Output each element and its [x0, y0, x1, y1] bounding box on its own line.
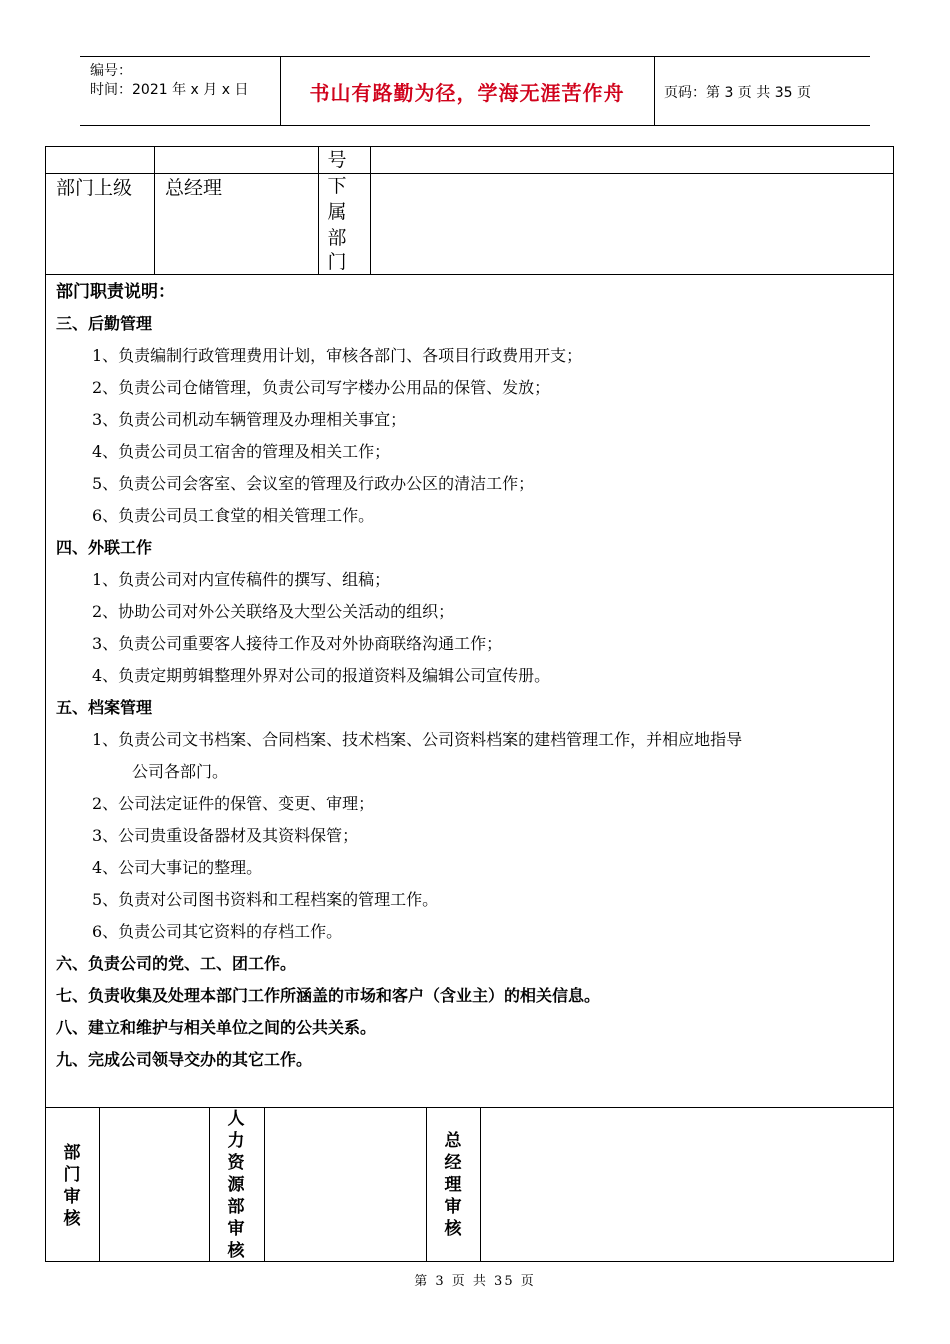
sign-char: 人 [227, 1109, 245, 1129]
header-divider [654, 57, 655, 125]
duty-item: 5、负责公司会客室、会议室的管理及行政办公区的清洁工作； [92, 474, 535, 493]
duty-item-line: 公司各部门。 [132, 762, 229, 781]
sign-char: 核 [444, 1219, 462, 1239]
sign-char: 审 [444, 1197, 462, 1217]
duty-item: 3、负责公司机动车辆管理及办理相关事宜； [92, 410, 407, 429]
duty-item: 5、负责对公司图书资料和工程档案的管理工作。 [92, 890, 439, 909]
subordinate-char: 属 [327, 201, 347, 223]
duties-section [56, 276, 886, 1076]
sign-char: 核 [63, 1209, 81, 1229]
grid-line [209, 1107, 210, 1261]
section-heading: 四、外联工作 [56, 538, 153, 557]
number-label: 编号： [90, 63, 132, 79]
header-page-info: 页码：第 3 页 共 35 页 [664, 85, 811, 101]
sign-char: 资 [227, 1153, 245, 1173]
grid-line [45, 173, 894, 174]
extra-duty: 八、建立和维护与相关单位之间的公共关系。 [56, 1018, 377, 1037]
grid-line [154, 146, 155, 275]
grid-line [318, 146, 319, 275]
sign-char: 门 [63, 1165, 81, 1185]
sign-char: 总 [444, 1131, 462, 1151]
duty-item: 6、负责公司员工食堂的相关管理工作。 [92, 506, 375, 525]
extra-duty: 六、负责公司的党、工、团工作。 [56, 954, 297, 973]
extra-duty: 九、完成公司领导交办的其它工作。 [56, 1050, 313, 1069]
subordinate-char: 部 [327, 227, 347, 249]
section-heading: 五、档案管理 [56, 698, 153, 717]
duty-item: 2、负责公司仓储管理，负责公司写字楼办公用品的保管、发放； [92, 378, 551, 397]
sign-char: 部 [227, 1197, 245, 1217]
duty-item: 3、公司贵重设备器材及其资料保管； [92, 826, 359, 845]
subordinate-char: 门 [327, 251, 347, 273]
time-label: 时间：2021 年 x 月 x 日 [90, 82, 249, 98]
subordinate-char: 下 [327, 175, 347, 197]
section-heading: 三、后勤管理 [56, 314, 153, 333]
header-motto: 书山有路勤为径，学海无涯苦作舟 [309, 81, 625, 105]
duty-item: 4、负责定期剪辑整理外界对公司的报道资料及编辑公司宣传册。 [92, 666, 551, 685]
sign-char: 力 [227, 1131, 245, 1151]
duty-item-line: 1、负责公司文书档案、合同档案、技术档案、公司资料档案的建档管理工作，并相应地指导 [92, 730, 743, 749]
gm-review-signature-area[interactable] [481, 1108, 893, 1261]
dept-review-signature-area[interactable] [100, 1108, 208, 1261]
superior-label: 部门上级 [56, 177, 133, 199]
header-meta [90, 62, 248, 100]
sign-char: 审 [227, 1219, 245, 1239]
page-header [80, 56, 870, 126]
sign-char: 理 [444, 1175, 462, 1195]
sign-char: 部 [63, 1143, 81, 1163]
duty-item: 2、公司法定证件的保管、变更、审理； [92, 794, 375, 813]
hr-review-signature-area[interactable] [265, 1108, 425, 1261]
sign-char: 核 [227, 1241, 245, 1261]
number-cell-text: 号 [327, 149, 347, 171]
extra-duty: 七、负责收集及处理本部门工作所涵盖的市场和客户（含业主）的相关信息。 [56, 986, 601, 1005]
duty-item: 4、公司大事记的整理。 [92, 858, 263, 877]
sign-char: 源 [227, 1175, 245, 1195]
duty-item: 1、负责公司对内宣传稿件的撰写、组稿； [92, 570, 391, 589]
duty-item: 3、负责公司重要客人接待工作及对外协商联络沟通工作； [92, 634, 503, 653]
duty-item: 4、负责公司员工宿舍的管理及相关工作； [92, 442, 391, 461]
superior-value: 总经理 [165, 177, 223, 199]
grid-line [426, 1107, 427, 1261]
duty-item: 1、负责编制行政管理费用计划，审核各部门、各项目行政费用开支； [92, 346, 583, 365]
duty-item: 6、负责公司其它资料的存档工作。 [92, 922, 343, 941]
sign-char: 审 [63, 1187, 81, 1207]
page-footer: 第 3 页 共 35 页 [414, 1274, 536, 1289]
sign-char: 经 [444, 1153, 462, 1173]
grid-line [45, 274, 894, 275]
duty-item: 2、协助公司对外公关联络及大型公关活动的组织； [92, 602, 455, 621]
duty-item [56, 724, 886, 788]
grid-line [370, 146, 371, 275]
duties-title: 部门职责说明： [56, 282, 175, 302]
